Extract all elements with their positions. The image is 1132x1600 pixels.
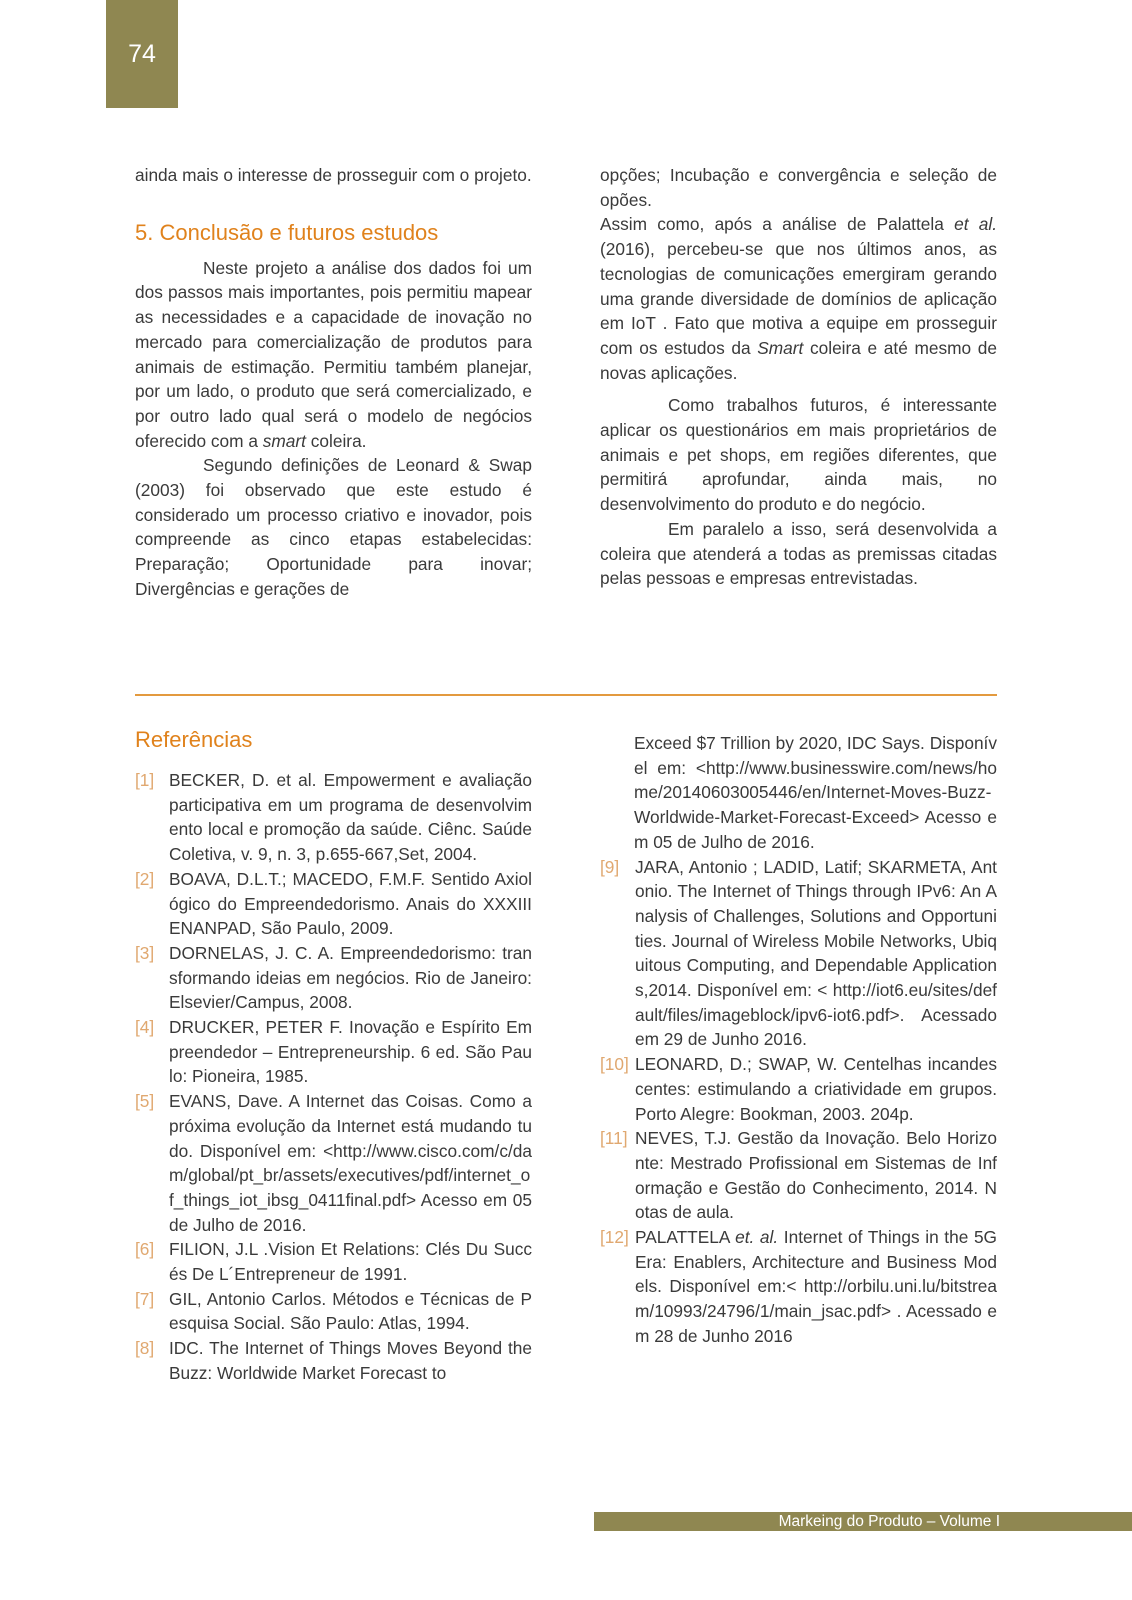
paragraph-text: coleira e até mesmo de novas aplicações.	[600, 337, 997, 383]
reference-item	[135, 941, 532, 1015]
reference-number: [10]	[600, 1054, 629, 1075]
future-work-paragraph: Como trabalhos futuros, é interessante aplicar os questionários em mais proprietários de animais e pet shops, em regiões diferentes, que permitirá aprofundar, ainda mais, no desenvolvimento do produto e do negócio.	[600, 395, 997, 515]
paragraph-text: Neste projeto a análise dos dados foi um dos passos mais importantes, pois permitiu mapear as necessidades e a capacidade de inovação no mercado para comercialização de produtos para animais de estimação. Permitiu também planejar, por um lado, o produto que será comercializado, e por outro lado qual será o modelo de negócios oferecido com a	[135, 257, 532, 451]
reference-item	[600, 1225, 997, 1349]
reference-text: BECKER, D. et al. Empowerment e avaliação participativa em um programa de desenvolvimento local e promoção da saúde. Ciênc. Saúde Coletiva, v. 9, n. 3, p.655-667,Set, 2004.	[169, 770, 532, 865]
paragraph-text: (2016), percebeu-se que nos últimos anos, as tecnologias de comunicações emergiram gerando uma grande diversidade de domínios de aplicação em IoT . Fato que motiva a equipe em prosseguir com os estudos da	[600, 239, 997, 358]
section-heading: 5. Conclusão e futuros estudos	[135, 219, 439, 245]
reference-number: [11]	[600, 1128, 628, 1149]
reference-text-part: PALATTELA	[635, 1227, 736, 1248]
reference-text: BOAVA, D.L.T.; MACEDO, F.M.F. Sentido Axiológico do Empreendedorismo. Anais do XXXIII ENANPAD, São Paulo, 2009.	[169, 868, 532, 939]
reference-number: [1]	[135, 770, 155, 790]
intro-paragraph: ainda mais o interesse de prosseguir com o projeto.	[135, 165, 532, 185]
reference-number: [6]	[135, 1239, 155, 1260]
left-column	[135, 163, 532, 602]
reference-number: [9]	[600, 856, 620, 877]
references-heading: Referências	[135, 727, 253, 752]
reference-item	[135, 1015, 532, 1089]
reference-continuation: Exceed $7 Trillion by 2020, IDC Says. Disponível em: <http://www.businesswire.com/news/home/20140603005446/en/Internet-Moves-Buzz-Worldwide-Market-Forecast-Exceed> Acesso em 05 de Julho de 2016.	[634, 733, 997, 852]
right-column	[600, 163, 997, 591]
conclusion-paragraph-2: Segundo definições de Leonard & Swap (2003) foi observado que este estudo é considerado um processo criativo e inovador, pois compreende as cinco etapas estabelecidas: Preparação; Oportunidade para inovar; Divergências e gerações de	[135, 455, 532, 599]
reference-number: [12]	[600, 1227, 629, 1248]
reference-number: [8]	[135, 1338, 155, 1359]
reference-number: [5]	[135, 1091, 155, 1112]
references-right	[600, 731, 997, 1349]
reference-text: DRUCKER, PETER F. Inovação e Espírito Empreendedor – Entrepreneurship. 6 ed. São Paulo: Pioneira, 1985.	[169, 1017, 532, 1087]
reference-item	[135, 1287, 532, 1336]
reference-text: NEVES, T.J. Gestão da Inovação. Belo Horizonte: Mestrado Profissional em Sistemas de Informação e Gestão do Conhecimento, 2014. Notas de aula.	[635, 1128, 997, 1223]
reference-item	[600, 1126, 997, 1225]
italic-term: et al.	[954, 214, 997, 235]
reference-item	[135, 1089, 532, 1237]
reference-text	[635, 1225, 997, 1349]
reference-item	[135, 1237, 532, 1286]
page-number: 74	[106, 0, 178, 108]
reference-text-part: Internet of Things in the 5G Era: Enablers, Architecture and Business Models. Disponível em:< http://orbilu.uni.lu/bitstream/10993/24796/1/main_jsac.pdf> . Acessado em 28 de Junho 2016	[635, 1227, 997, 1346]
reference-text: DORNELAS, J. C. A. Empreendedorismo: transformando ideias em negócios. Rio de Janeiro: Elsevier/Campus, 2008.	[169, 942, 532, 1013]
reference-item	[135, 768, 532, 867]
reference-text: JARA, Antonio ; LADID, Latif; SKARMETA, Antonio. The Internet of Things through IPv6: An Analysis of Challenges, Solutions and Opportunities. Journal of Wireless Mobile Networks, Ubiquitous Computing, and Dependable Applications,2014. Disponível em: < http://iot6.eu/sites/default/files/imageblock/ipv6-iot6.pdf>. Acessado em 29 de Junho 2016.	[635, 856, 997, 1050]
footer-title: Markeing do Produto – Volume I	[778, 1513, 1000, 1530]
italic-term: Smart	[757, 337, 804, 358]
options-paragraph: opções; Incubação e convergência e seleção de opões.	[600, 165, 997, 210]
italic-term: smart	[262, 430, 306, 451]
reference-number: [3]	[135, 942, 155, 963]
references-left	[135, 768, 532, 1386]
paragraph-text: coleira.	[305, 430, 367, 451]
italic-term: et. al.	[735, 1227, 779, 1248]
reference-number: [2]	[135, 868, 155, 889]
reference-item	[600, 855, 997, 1053]
reference-number: [4]	[135, 1017, 155, 1038]
reference-text: IDC. The Internet of Things Moves Beyond the Buzz: Worldwide Market Forecast to	[169, 1338, 532, 1383]
footer-band	[594, 1512, 1132, 1531]
reference-item	[135, 867, 532, 941]
reference-item	[600, 1052, 997, 1126]
section-divider	[135, 694, 997, 696]
reference-number: [7]	[135, 1288, 155, 1309]
paragraph-text: Assim como, após a análise de Palattela	[600, 214, 955, 235]
reference-item	[135, 1336, 532, 1385]
reference-text: GIL, Antonio Carlos. Métodos e Técnicas de Pesquisa Social. São Paulo: Atlas, 1994.	[169, 1288, 532, 1334]
palattela-paragraph	[600, 212, 997, 385]
parallel-paragraph: Em paralelo a isso, será desenvolvida a coleira que atenderá a todas as premissas citadas pelas pessoas e empresas entrevistadas.	[600, 518, 997, 589]
reference-text: EVANS, Dave. A Internet das Coisas. Como a próxima evolução da Internet está mudando tudo. Disponível em: <http://www.cisco.com/c/dam/global/pt_br/assets/executives/pdf/internet_of_things_iot_ibsg_0411final.pdf> Acesso em 05 de Julho de 2016.	[169, 1091, 532, 1235]
conclusion-paragraph-1	[135, 256, 532, 454]
reference-text: FILION, J.L .Vision Et Relations: Clés Du Succés De L´Entrepreneur de 1991.	[169, 1239, 532, 1285]
reference-text: LEONARD, D.; SWAP, W. Centelhas incandescentes: estimulando a criatividade em grupos. Porto Alegre: Bookman, 2003. 204p.	[635, 1054, 997, 1124]
